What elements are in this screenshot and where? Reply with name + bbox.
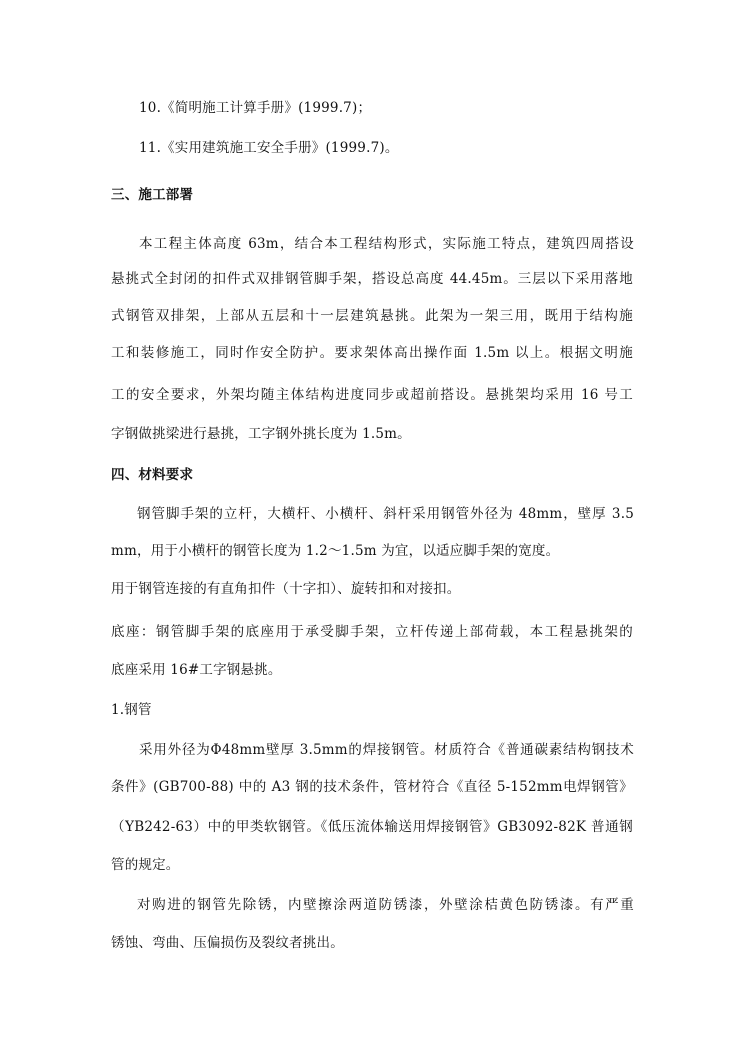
paragraph-line: 采用外径为Φ48mm壁厚 3.5mm的焊接钢管。材质符合《普通碳素结构钢技术: [139, 742, 634, 758]
paragraph-line: 工和装修施工，同时作安全防护。要求架体高出操作面 1.5m 以上。根据文明施: [111, 345, 633, 361]
paragraph-line: 锈蚀、弯曲、压偏损伤及裂纹者挑出。: [111, 935, 344, 951]
paragraph-line: 悬挑式全封闭的扣件式双排钢管脚手架，搭设总高度 44.45m。三层以下采用落地: [111, 271, 633, 287]
paragraph-line: 式钢管双排架，上部从五层和十一层建筑悬挑。此架为一架三用，既用于结构施: [111, 308, 633, 324]
paragraph-line: 用于钢管连接的有直角扣件（十字扣）、旋转扣和对接扣。: [111, 581, 461, 597]
paragraph-line: 底座采用 16#工字钢悬挑。: [111, 662, 282, 678]
paragraph-line: 钢管脚手架的立杆，大横杆、小横杆、斜杆采用钢管外径为 48mm，壁厚 3.5: [137, 506, 634, 522]
reference-item: 10.《简明施工计算手册》(1999.7)；: [139, 100, 372, 116]
paragraph-line: 条件》(GB700-88) 中的 A3 钢的技术条件，管材符合《直径 5-152mm电焊钢管》: [111, 779, 633, 795]
reference-item: 11.《实用建筑施工安全手册》(1999.7)。: [139, 140, 399, 156]
paragraph-line: 管的规定。: [111, 857, 180, 873]
paragraph-line: mm，用于小横杆的钢管长度为 1.2～1.5m 为宜，以适应脚手架的宽度。: [111, 543, 560, 559]
paragraph-line: 底座：钢管脚手架的底座用于承受脚手架，立杆传递上部荷载，本工程悬挑架的: [111, 624, 633, 640]
paragraph-line: 工的安全要求，外架均随主体结构进度同步或超前搭设。悬挑架均采用 16 号工: [111, 387, 633, 403]
paragraph-line: 字钢做挑梁进行悬挑，工字钢外挑长度为 1.5m。: [111, 426, 411, 442]
section-heading: 三、施工部署: [111, 187, 194, 203]
paragraph-line: 对购进的钢管先除锈，内壁擦涂两道防锈漆，外壁涂桔黄色防锈漆。有严重: [137, 897, 634, 913]
paragraph-line: （YB242-63）中的甲类软钢管。《低压流体输送用焊接钢管》GB3092-82K 普通钢: [111, 819, 633, 835]
subsection-heading: 1.钢管: [111, 702, 152, 718]
paragraph-line: 本工程主体高度 63m，结合本工程结构形式，实际施工特点，建筑四周搭设: [139, 236, 634, 252]
section-heading: 四、材料要求: [111, 467, 194, 483]
